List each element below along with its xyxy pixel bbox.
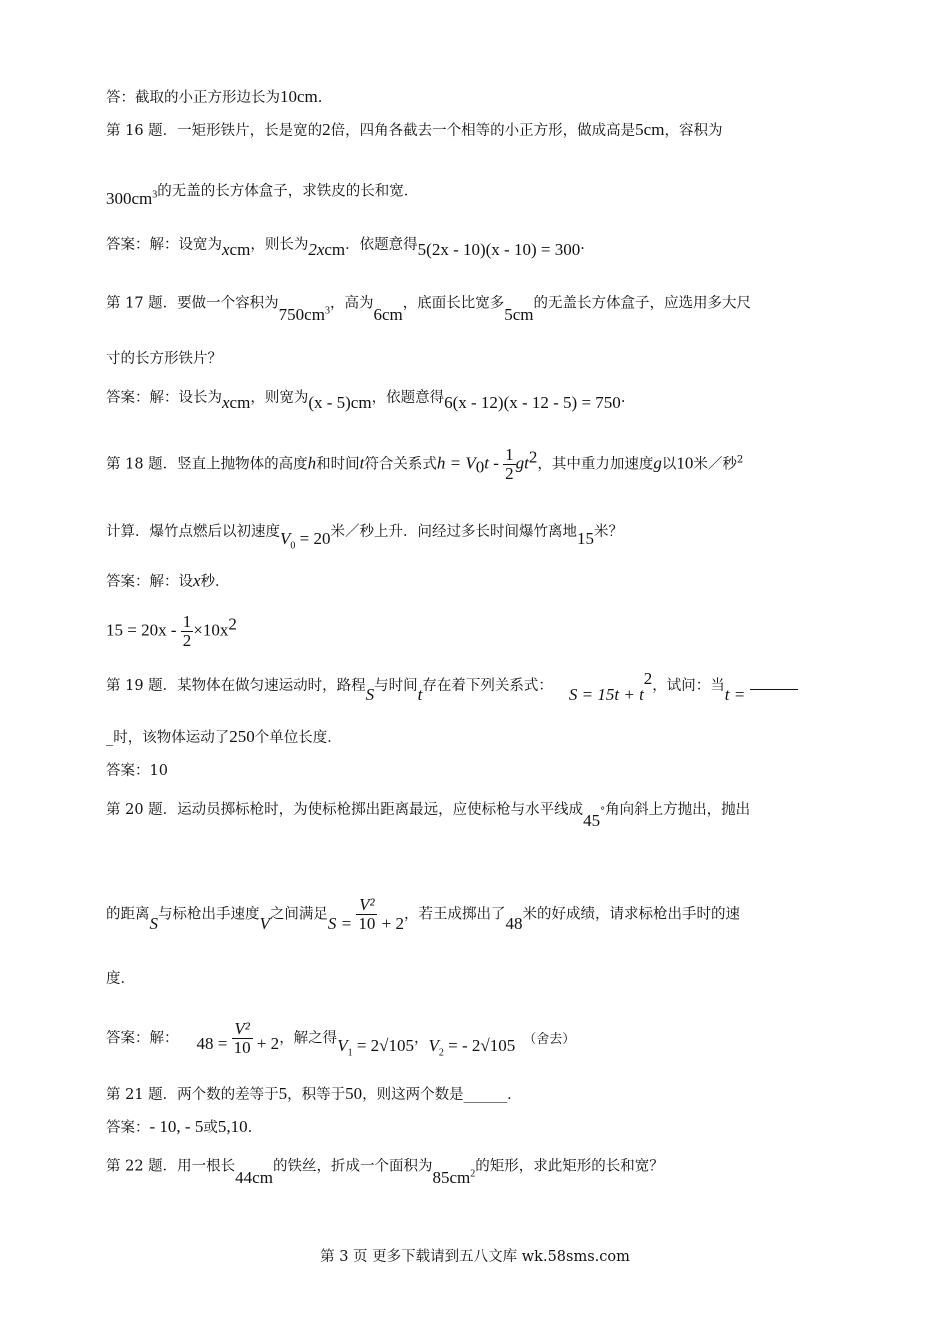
- question-19-line1: [106, 668, 860, 704]
- text: 答案：: [106, 1120, 150, 1136]
- superscript: 2: [228, 614, 237, 634]
- math: 15: [576, 529, 594, 548]
- denominator: 10: [233, 1038, 251, 1057]
- question-20-line3: [106, 968, 860, 990]
- superscript: 2: [528, 447, 538, 467]
- var: V: [259, 913, 270, 933]
- var: S: [149, 913, 158, 933]
- equation: + 2: [252, 1033, 280, 1053]
- subscript: 0: [290, 540, 296, 552]
- answer-17: [106, 386, 860, 412]
- superscript: °: [600, 806, 606, 817]
- page-footer: 第 3 页 更多下载请到五八文库 wk.58sms.com: [320, 1249, 630, 1265]
- question-17-line2: [106, 348, 860, 370]
- text: .: [620, 390, 626, 406]
- denominator: 2: [505, 464, 514, 483]
- text: 与时间: [374, 677, 418, 694]
- unit: cm: [229, 393, 251, 412]
- equation: 5(2x - 10)(x - 10) = 300: [417, 240, 581, 259]
- superscript: 2: [643, 669, 653, 688]
- denominator: 2: [182, 631, 192, 650]
- subscript: 1: [347, 1046, 353, 1058]
- fraction: [232, 1020, 253, 1057]
- math: (x - 5)cm: [308, 393, 372, 412]
- text: 的铁丝，折成一个面积为: [272, 1158, 433, 1175]
- math: 50: [345, 1084, 363, 1103]
- text: 度．: [106, 971, 135, 987]
- text: ，则宽为: [250, 390, 309, 406]
- math-part: = 20: [295, 529, 331, 548]
- equation: 48 =: [196, 1033, 232, 1053]
- question-20-line1: [106, 795, 860, 830]
- math: 2: [322, 120, 331, 139]
- text: 答案：解：: [106, 1030, 179, 1047]
- math: 48: [505, 913, 523, 933]
- text: 寸的长方形铁片？: [106, 351, 222, 367]
- fraction: [181, 613, 194, 650]
- equation: S =: [327, 913, 357, 933]
- var: x: [222, 393, 230, 412]
- equation: + 2: [377, 913, 404, 933]
- text: ，则这两个数是______．: [362, 1087, 522, 1103]
- math: 44cm: [235, 1167, 273, 1187]
- text: 和时间: [316, 456, 360, 473]
- text: 角向斜上方抛出，抛出: [605, 801, 751, 818]
- numerator: V²: [356, 896, 377, 915]
- equation: 15 = 20x -: [106, 620, 181, 640]
- fraction: [356, 896, 377, 933]
- text: _时，该物体运动了: [106, 730, 230, 746]
- text: ，: [414, 1030, 429, 1047]
- question-20-line2: [106, 896, 860, 933]
- answer-18-equation: [106, 613, 860, 650]
- equation: ×10x: [193, 620, 229, 640]
- text: 的矩形，求此矩形的长和宽？: [475, 1158, 664, 1175]
- question-16-line1: [106, 119, 860, 142]
- math: [308, 240, 345, 259]
- text: 米／秒: [693, 456, 737, 473]
- var: 2x: [308, 240, 325, 259]
- text: 答案：解：设宽为: [106, 237, 222, 253]
- superscript: 3: [324, 305, 330, 316]
- fraction: [503, 446, 516, 483]
- text: .: [580, 237, 585, 253]
- text: 的距离: [106, 906, 150, 923]
- numerator: 1: [182, 612, 192, 631]
- unit: cm: [229, 240, 251, 259]
- text: 以: [661, 456, 677, 473]
- answer-20: [106, 1020, 860, 1057]
- math: [280, 529, 331, 552]
- math: [106, 189, 157, 208]
- text: 之间满足: [269, 906, 328, 923]
- text: 答案：解：设长为: [106, 390, 222, 406]
- text: .: [317, 90, 323, 106]
- question-18-line1: [106, 446, 860, 483]
- unit: cm: [324, 240, 346, 259]
- text: 秒．: [200, 574, 230, 590]
- var: x: [193, 571, 201, 590]
- math: 5cm: [635, 120, 665, 139]
- equation: gt: [515, 453, 529, 473]
- text: 答案：10: [106, 763, 168, 779]
- math: 6cm: [373, 304, 403, 324]
- question-19-line2: [106, 726, 860, 749]
- text: 答：截取的小正方形边长为: [106, 90, 280, 106]
- text: 第 16 题．一矩形铁片，长是宽的: [106, 123, 323, 139]
- math: - 10, - 5: [149, 1117, 204, 1136]
- math: 5cm: [504, 304, 534, 324]
- math: 5: [278, 1084, 288, 1103]
- answer-15: [106, 86, 860, 109]
- var: t =: [724, 684, 750, 704]
- text: 第 17 题．要做一个容积为: [106, 295, 279, 312]
- text: ．依题意得: [345, 237, 418, 253]
- subscript: 2: [438, 1046, 444, 1058]
- var: t: [417, 684, 423, 704]
- answer-16: [106, 233, 860, 259]
- math: [337, 1035, 414, 1058]
- text: ，则长为: [250, 237, 309, 253]
- math: [432, 1168, 475, 1187]
- math: 10cm: [280, 87, 318, 106]
- math: 45: [583, 810, 601, 830]
- text: ，容积为: [664, 123, 723, 139]
- question-17-line1: [106, 288, 860, 324]
- math-part: 750cm: [278, 304, 325, 324]
- numerator: V²: [232, 1020, 253, 1039]
- math: 250: [229, 727, 255, 746]
- math: 10: [676, 453, 694, 473]
- equation: t -: [484, 453, 504, 473]
- var: V: [428, 1035, 439, 1055]
- text: 与标枪出手速度: [158, 906, 260, 923]
- text: 存在着下列关系式：: [422, 677, 553, 694]
- text: 米／秒上升．问经过多长时间爆竹离地: [330, 524, 577, 540]
- text: ，依题意得: [371, 390, 445, 406]
- text: 符合关系式: [364, 456, 437, 473]
- question-16-line2: [106, 176, 860, 208]
- math: [428, 1035, 516, 1058]
- math: [222, 393, 250, 412]
- var: V: [337, 1035, 348, 1055]
- numerator: 1: [505, 445, 514, 464]
- text: ，其中重力加速度: [537, 456, 654, 473]
- text: 个单位长度．: [254, 730, 342, 746]
- text: 第 22 题．用一根长: [106, 1158, 236, 1175]
- text: 的无盖的长方体盒子，求铁皮的长和宽．: [157, 183, 419, 200]
- math: 5,10: [217, 1117, 248, 1136]
- text: 的无盖长方体盒子，应选用多大尺: [533, 295, 752, 312]
- text: 或: [203, 1120, 218, 1136]
- text: 答案：解：设: [106, 574, 193, 590]
- denominator: 10: [358, 914, 376, 933]
- text: 米的好成绩，请求标枪出手时的速: [522, 906, 740, 923]
- equation: 6(x - 12)(x - 12 - 5) = 750: [444, 393, 621, 412]
- superscript: 2: [736, 454, 744, 466]
- text: ，解之得: [279, 1030, 338, 1047]
- text: 倍，四角各截去一个相等的小正方形，做成高是: [330, 123, 636, 139]
- var: t: [359, 453, 365, 473]
- equation: h = V: [436, 453, 476, 473]
- text: 第 21 题．两个数的差等于: [106, 1087, 279, 1103]
- math-part: = - 2√105: [443, 1035, 516, 1055]
- answer-blank: [750, 675, 798, 690]
- math-part: 85cm: [432, 1167, 471, 1187]
- text: ，积等于: [287, 1087, 346, 1103]
- text: 第 18 题．竖直上抛物体的高度: [106, 456, 308, 473]
- subscript: 0: [475, 457, 485, 477]
- text: ，底面长比宽多: [402, 295, 505, 312]
- text: ，高为: [329, 295, 374, 312]
- text: ，若王成掷出了: [403, 906, 506, 923]
- answer-18-line1: [106, 570, 860, 593]
- text: 米？: [593, 524, 623, 540]
- math: [279, 305, 330, 324]
- text: 计算．爆竹点燃后以初速度: [106, 524, 280, 540]
- text: 第 20 题．运动员掷标枪时，为使标枪掷出距离最远，应使标枪与水平线成: [106, 801, 584, 818]
- answer-21: [106, 1116, 860, 1139]
- question-21: [106, 1083, 860, 1106]
- answer-19: [106, 760, 860, 782]
- text: .: [247, 1120, 253, 1136]
- superscript: 3: [152, 189, 158, 200]
- var: V: [280, 529, 291, 548]
- question-22: [106, 1151, 860, 1187]
- var: S: [365, 684, 375, 704]
- equation: S = 15t + t: [568, 684, 644, 704]
- var: g: [653, 453, 662, 473]
- text: （舍去）: [523, 1031, 576, 1047]
- var: x: [222, 240, 230, 259]
- superscript: 2: [470, 1168, 476, 1179]
- var: h: [307, 453, 317, 473]
- text: ，试问：当: [652, 677, 725, 694]
- question-18-line2: [106, 520, 860, 552]
- text: 第 19 题．某物体在做匀速运动时，路程: [106, 677, 366, 694]
- math-part: 300cm: [106, 188, 153, 208]
- math-part: = 2√105: [352, 1035, 414, 1055]
- math: [222, 240, 250, 259]
